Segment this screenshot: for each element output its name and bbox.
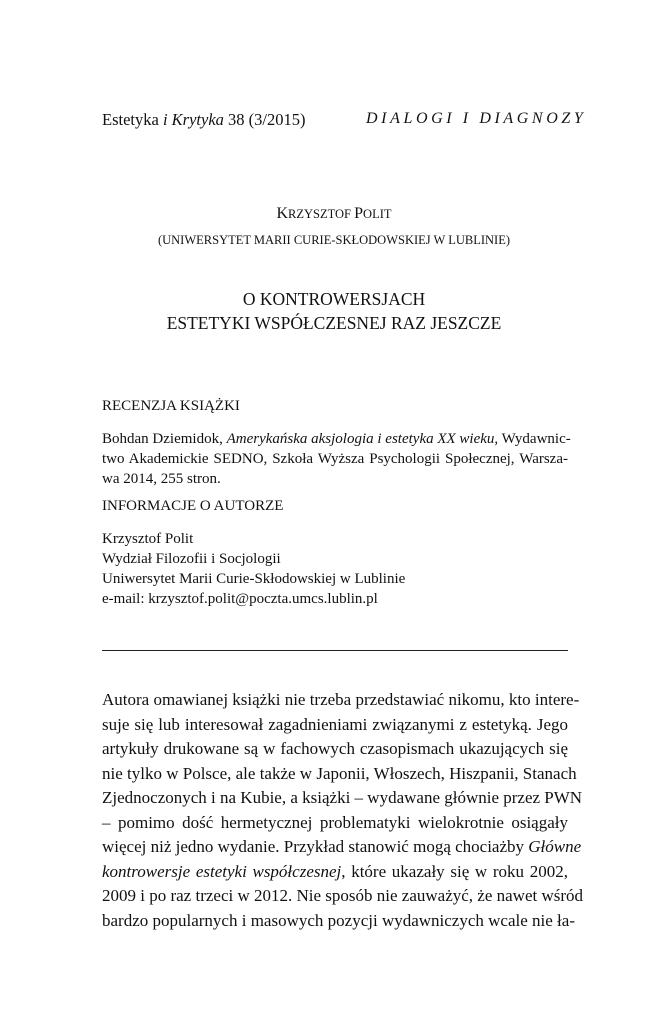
article-body (102, 688, 584, 933)
body-line: 2009 i po raz trzeci w 2012. Nie sposób nie zauważyć, że nawet wśród (102, 886, 584, 905)
body-line: bardzo popularnych i masowych pozycji wydawniczych wcale nie ła- (102, 910, 575, 930)
author-last-rest: OLIT (363, 207, 392, 221)
author-first-rest: RZYSZTOF (288, 207, 355, 221)
journal-connector: i (162, 110, 168, 129)
review-heading: RECENZJA KSIĄŻKI (102, 398, 240, 414)
body-line (102, 835, 582, 860)
body-line: – pomimo dość hermetycznej problematyki wielokrotnie osiągały (102, 812, 568, 832)
journal-name: Krytyka (167, 110, 224, 129)
author-info-name: Krzysztof Polit (102, 531, 194, 547)
section-divider (102, 650, 568, 651)
title-line-2: ESTETYKI WSPÓŁCZESNEJ RAZ JESZCZE (166, 313, 502, 333)
book-title: Amerykańska aksjologia i estetyka XX wieku (226, 431, 495, 447)
author-initial-last: P (354, 205, 364, 222)
title-line-1: O KONTROWERSJACH (242, 289, 426, 309)
body-line-8-rest: , które ukazały się w roku 2002, (341, 861, 568, 881)
author-info-block (102, 529, 405, 609)
body-line: nie tylko w Polsce, ale także w Japonii, Włoszech, Hiszpanii, Stanach (102, 763, 577, 783)
journal-citation (102, 110, 305, 130)
book-author: Bohdan Dziemidok, (102, 431, 227, 447)
book-publisher-start: , Wydawnic- (494, 431, 571, 447)
body-line: artykuły drukowane są w fachowych czasopismach ukazujących się (102, 739, 568, 758)
article-title (0, 287, 668, 335)
section-label: DIALOGI I DIAGNOZY (366, 110, 587, 127)
body-line: Zjednoczonych i na Kubie, a książki – wydawane głównie przez PWN (102, 788, 583, 807)
body-line: Autora omawianej książki nie trzeba przedstawiać nikomu, kto intere- (102, 690, 580, 709)
body-line-7-start: więcej niż jedno wydanie. Przykład stanowić mogą chociażby (102, 837, 529, 856)
body-line (102, 860, 568, 885)
author-initial-first: K (276, 205, 289, 222)
body-line: suje się lub interesował zagadnieniami związanymi z estetyką. Jego (102, 714, 568, 734)
review-line-1 (102, 429, 571, 449)
author-info-university: Uniwersytet Marii Curie-Skłodowskiej w Lublinie (102, 571, 406, 587)
journal-prefix: Estetyka (102, 110, 163, 129)
review-line-2: two Akademickie SEDNO, Szkoła Wyższa Psychologii Społecznej, Warsza- (102, 451, 568, 467)
author-info-email: e-mail: krzysztof.polit@poczta.umcs.lublin.pl (102, 591, 378, 607)
author-info-department: Wydział Filozofii i Socjologii (102, 551, 281, 567)
reviewed-book-reference (102, 429, 571, 489)
author-affiliation: (UNIWERSYTET MARII CURIE-SKŁODOWSKIEJ W LUBLINIE) (157, 233, 511, 247)
cited-title-end: kontrowersje estetyki współczesnej (102, 861, 342, 881)
review-line-3: wa 2014, 255 stron. (102, 471, 221, 487)
cited-title-start: Główne (528, 837, 582, 856)
author-name (0, 205, 668, 223)
journal-issue: 38 (3/2015) (223, 110, 306, 129)
author-info-heading: INFORMACJE O AUTORZE (102, 498, 284, 514)
